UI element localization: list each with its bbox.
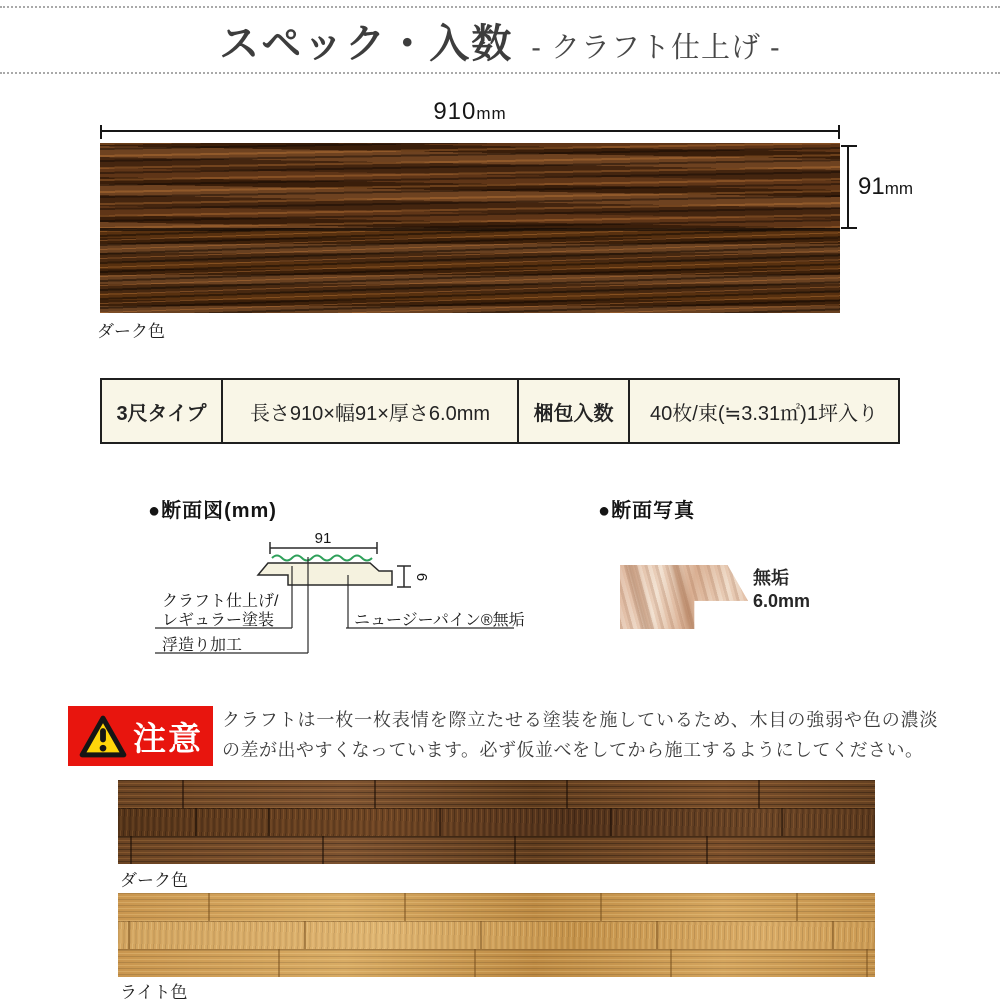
width-dimension-line	[100, 130, 840, 132]
height-dimension-label	[858, 173, 913, 201]
dimension-tick-top	[841, 145, 857, 147]
warning-text: クラフトは一枚一枚表情を際立たせる塗装を施しているため、木目の強弱や色の濃淡の差が出やすくなっています。必ず仮並べをしてから施工するようにしてください。	[222, 710, 938, 760]
cross-section-diagram-title: ●断面図(mm)	[148, 500, 277, 522]
width-dimension-unit: mm	[476, 104, 507, 123]
height-dimension-value: 91	[858, 173, 885, 200]
plank-row-lower	[100, 228, 840, 313]
dark-sample-strip	[118, 780, 875, 864]
dotted-divider-bottom	[0, 72, 1000, 74]
texture-label: 浮造り加工	[162, 637, 243, 654]
dimension-tick-left	[100, 125, 102, 139]
finish-label-line1: クラフト仕上げ/	[162, 593, 279, 610]
thickness-label: 6.0mm	[753, 591, 811, 611]
height-dimension-line	[847, 145, 849, 229]
dimension-tick-right	[838, 125, 840, 139]
page-subtitle: - クラフト仕上げ -	[531, 32, 781, 64]
material-label: ニュージーパイン®無垢	[354, 612, 525, 629]
solid-wood-label: 無垢	[753, 568, 789, 588]
height-dimension-unit: mm	[884, 179, 914, 198]
diagram-thickness-dim-line	[397, 566, 411, 587]
dark-sample-caption: ダーク色	[120, 871, 188, 890]
cross-section-photo-title: ●断面写真	[598, 500, 696, 522]
dark-strip-row	[118, 836, 875, 864]
spec-cell-type: 3尺タイプ	[116, 402, 207, 425]
diagram-width-dim-label: 91	[314, 530, 332, 547]
spec-cell-size: 長さ910×幅91×厚さ6.0mm	[221, 380, 517, 442]
spec-cell-pack-header: 梱包入数	[517, 380, 628, 442]
plank-row-upper	[100, 143, 840, 228]
light-strip-row	[118, 921, 875, 949]
width-dimension-label	[100, 98, 840, 126]
light-strip-row	[118, 949, 875, 977]
light-sample-caption: ライト色	[120, 983, 188, 1002]
width-dimension-value: 910	[433, 98, 477, 125]
diagram-thickness-dim-label: 6	[413, 572, 430, 582]
plank-photo-dark	[100, 143, 840, 313]
warning-triangle-icon	[78, 714, 128, 759]
dark-strip-row	[118, 780, 875, 808]
spec-cell-pack-value: 40枚/束(≒3.31㎡)1坪入り	[628, 380, 898, 442]
light-sample-strip	[118, 893, 875, 976]
cross-section-diagram	[140, 520, 580, 665]
spec-table	[100, 378, 900, 444]
dimension-tick-bottom	[841, 227, 857, 229]
finish-wave-line	[272, 556, 372, 561]
finish-label-line2: レギュラー塗装	[162, 612, 275, 629]
warning-badge	[68, 706, 213, 766]
dark-strip-row	[118, 808, 875, 836]
warning-badge-label: 注意	[133, 719, 203, 757]
plank-profile-shape	[258, 563, 392, 585]
dotted-divider-top	[0, 6, 1000, 8]
title-band	[0, 12, 1000, 69]
light-strip-row	[118, 893, 875, 921]
plank-color-caption: ダーク色	[97, 322, 165, 341]
cross-section-photo	[620, 565, 748, 629]
page-title: スペック・入数	[219, 22, 514, 66]
